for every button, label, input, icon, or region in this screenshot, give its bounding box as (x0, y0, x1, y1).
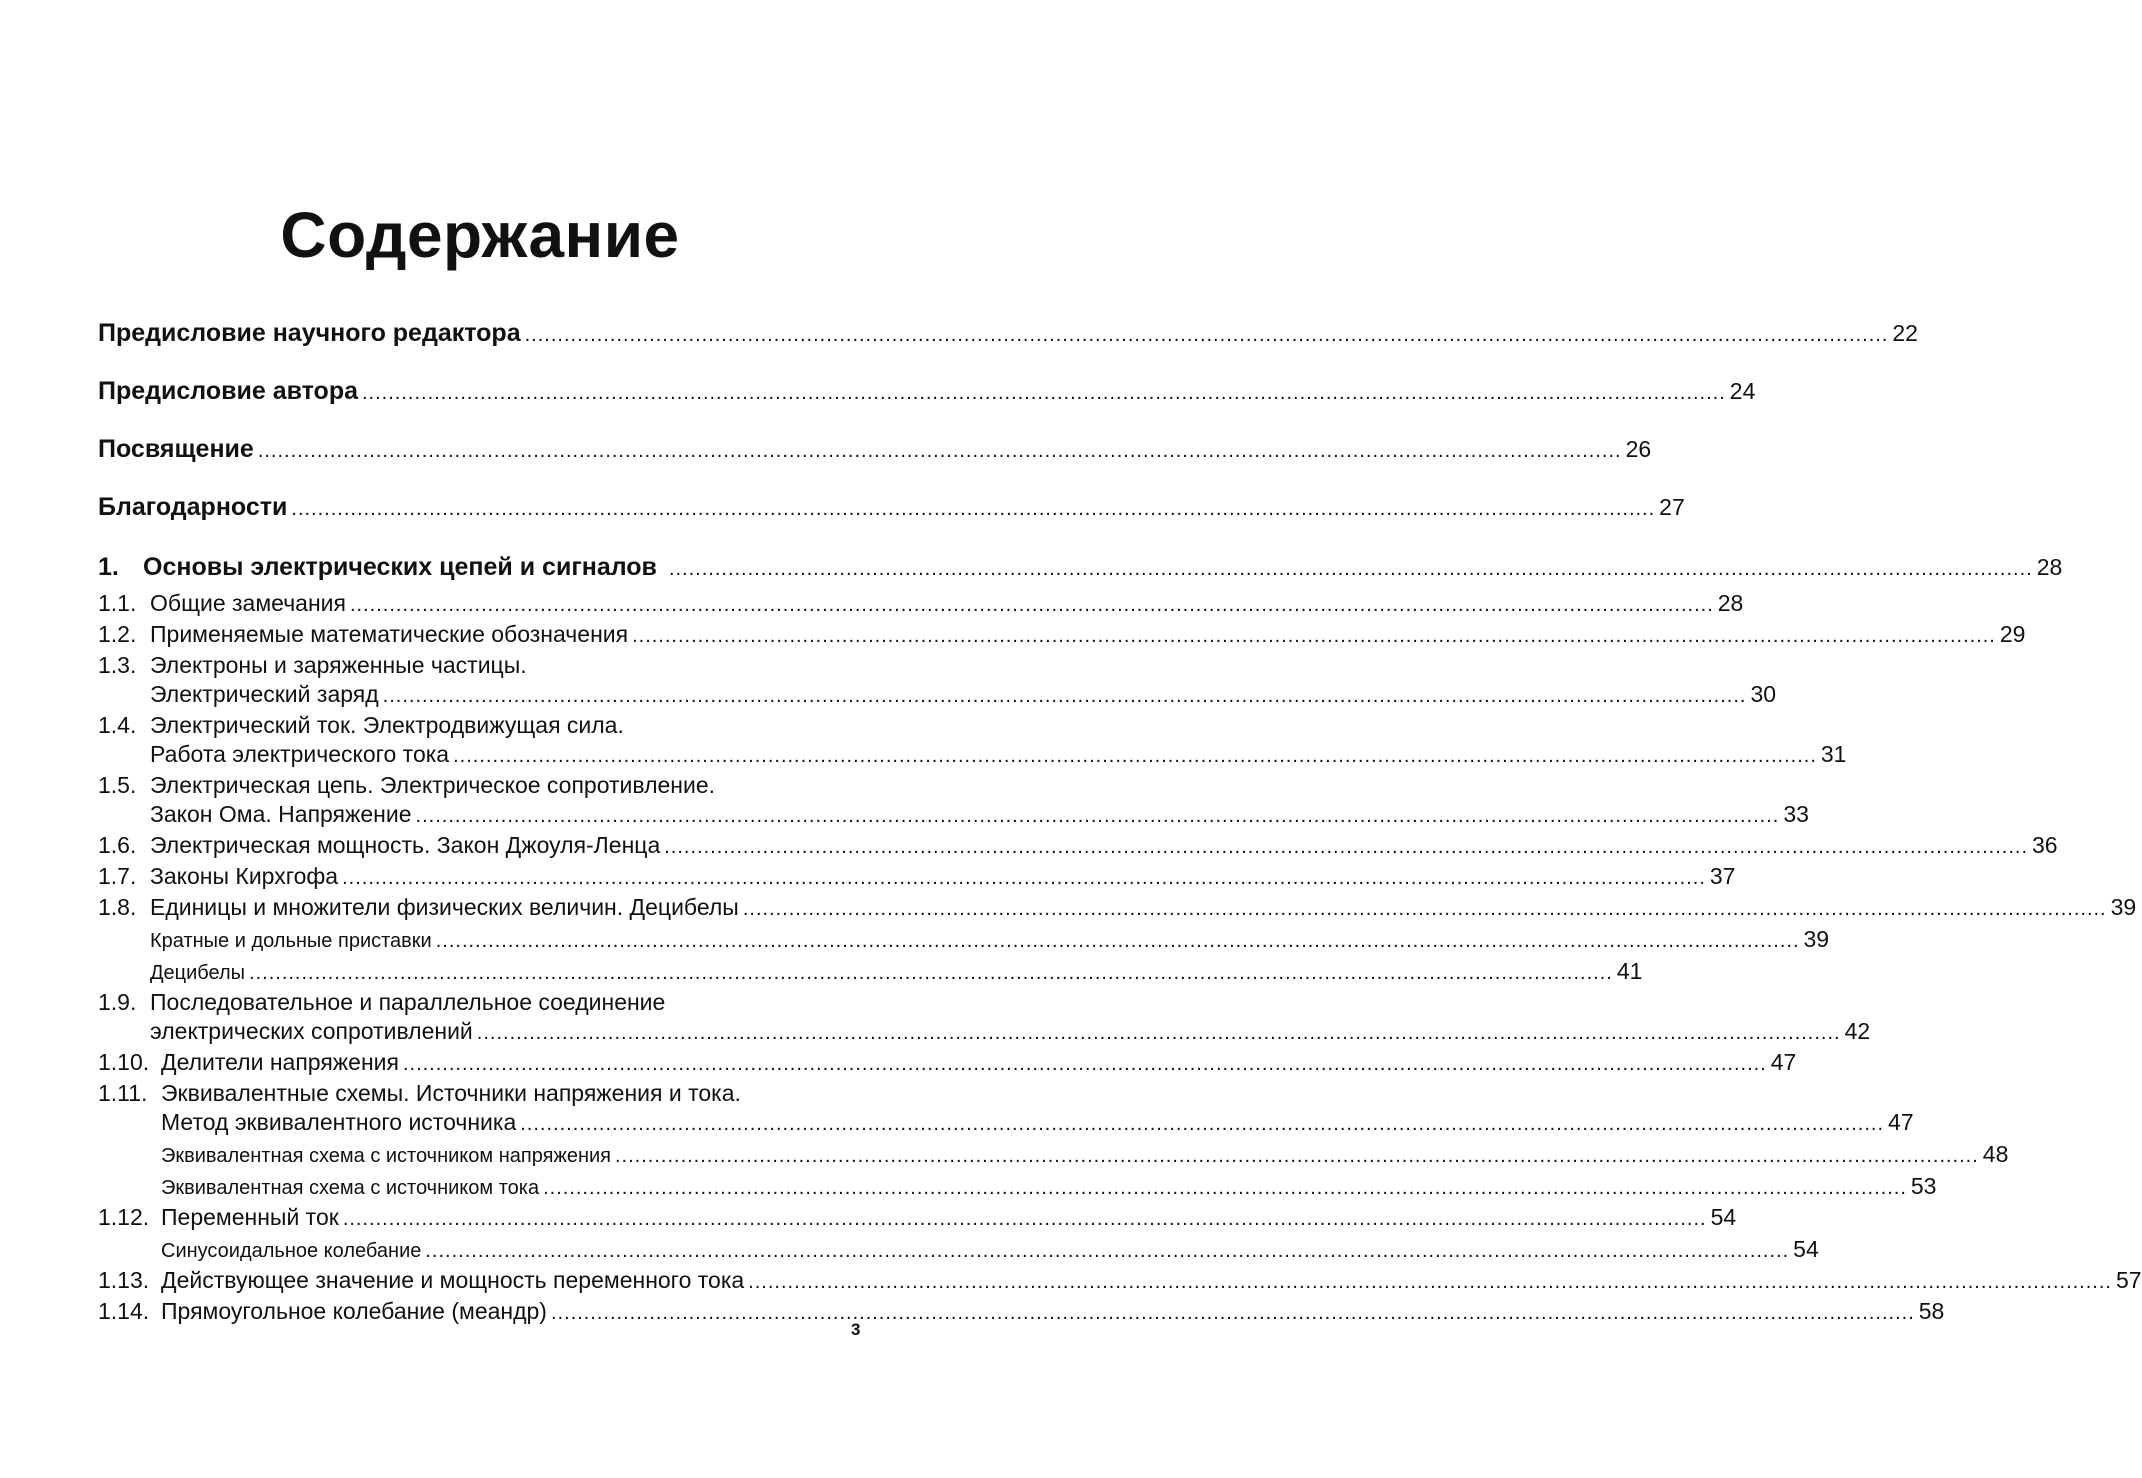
front-matter (98, 318, 1918, 552)
toc-entry-label: Единицы и множители физических величин. Децибелы (150, 894, 739, 920)
dot-leader (743, 895, 2107, 924)
toc-entry-section[interactable] (98, 988, 1871, 1048)
toc-entry-page: 22 (1892, 320, 1918, 346)
toc-entry-page: 42 (1844, 1018, 1871, 1044)
dot-leader (249, 958, 1613, 988)
toc-entry-front[interactable] (98, 376, 1756, 434)
toc-line (98, 1297, 1945, 1328)
toc-entry-page: 28 (2036, 554, 2063, 580)
toc-entry-label: Кратные и дольные приставки (150, 930, 432, 952)
toc-entry-section[interactable] (98, 651, 1777, 711)
toc-entry-front[interactable] (98, 434, 1652, 492)
toc-entry-label: Эквивалентные схемы. Источники напряжения и тока. (161, 1080, 741, 1106)
toc-entry-page: 27 (1659, 494, 1685, 520)
dot-leader (362, 378, 1726, 408)
toc-entry-section[interactable] (98, 831, 2058, 862)
toc-entry-page: 30 (1750, 681, 1777, 707)
toc-entry-label: Применяемые математические обозначения (150, 621, 629, 647)
toc-entry-label: Электрический ток. Электродвижущая сила. (150, 712, 624, 738)
dot-leader (291, 494, 1655, 524)
toc-entry-label: Прямоугольное колебание (меандр) (161, 1298, 547, 1324)
toc-entry-section[interactable] (98, 771, 1809, 831)
toc-entry-page: 36 (2032, 832, 2058, 858)
toc-line (98, 956, 1643, 988)
chapter-number: 1. (98, 553, 119, 581)
toc-entry-label: Эквивалентная схема с источником тока (161, 1177, 540, 1199)
toc-line (98, 1171, 1937, 1203)
toc-entry-front[interactable] (98, 492, 1685, 552)
toc-entry-label: Последовательное и параллельное соединение (150, 989, 666, 1015)
toc-entry-page: 47 (1770, 1049, 1797, 1075)
toc-entry-section[interactable] (98, 620, 2026, 651)
toc-entry-label: Основы электрических цепей и сигналов (143, 553, 657, 581)
section-number: 1.8. (98, 894, 137, 920)
table-of-contents (98, 318, 2142, 1328)
section-number: 1.11. (98, 1080, 148, 1106)
toc-line (98, 680, 1777, 711)
section-number: 1.5. (98, 772, 137, 798)
toc-line (98, 1234, 1819, 1266)
toc-entry-page: 39 (2110, 894, 2137, 920)
toc-line (98, 1017, 1871, 1048)
dot-leader (350, 591, 1714, 620)
toc-entry-label: Работа электрического тока (150, 741, 450, 767)
toc-entry-page: 24 (1729, 378, 1756, 404)
toc-entry-label: Электроны и заряженные частицы. (150, 652, 527, 678)
toc-entry-section[interactable] (98, 1048, 1797, 1079)
section-number: 1.7. (98, 863, 137, 889)
toc-line (98, 589, 1744, 620)
toc-entry-label: Метод эквивалентного источника (161, 1109, 517, 1135)
toc-entry-section[interactable] (98, 1266, 2142, 1297)
toc-entry-section[interactable] (98, 1297, 1945, 1328)
section-number: 1.14. (98, 1298, 150, 1324)
toc-entry-label: Предисловие автора (98, 377, 358, 405)
toc-entry-subsection[interactable] (98, 924, 1830, 956)
toc-line (98, 800, 1809, 831)
dot-leader (520, 1110, 1884, 1139)
toc-entry-section[interactable] (98, 589, 1744, 620)
toc-entry-label: Эквивалентная схема с источником напряжения (161, 1145, 611, 1167)
toc-entry-section[interactable] (98, 862, 1736, 893)
dot-leader (436, 926, 1800, 956)
toc-entry-page: 54 (1793, 1236, 1819, 1262)
toc-entry-page: 28 (1717, 590, 1744, 616)
section-number: 1.3. (98, 652, 137, 678)
toc-line (98, 831, 2058, 862)
toc-entry-section[interactable] (98, 1203, 1737, 1234)
toc-line (98, 1048, 1797, 1079)
toc-entry-section[interactable] (98, 1079, 1914, 1139)
dot-leader (383, 682, 1747, 711)
toc-line (98, 711, 863, 740)
toc-line (98, 771, 863, 800)
toc-entry-page: 48 (1982, 1141, 2009, 1167)
section-number: 1.10. (98, 1049, 150, 1075)
dot-leader (632, 622, 1996, 651)
toc-entry-label: Делители напряжения (161, 1049, 399, 1075)
toc-line (98, 740, 1847, 771)
dot-leader (343, 1205, 1707, 1234)
dot-leader (615, 1141, 1979, 1171)
dot-leader (551, 1299, 1915, 1328)
toc-line (98, 988, 863, 1017)
dot-leader (425, 1236, 1789, 1266)
toc-entry-page: 41 (1616, 958, 1643, 984)
toc-line (98, 1203, 1737, 1234)
toc-entry-label: Электрическая мощность. Закон Джоуля-Ленца (150, 832, 661, 858)
toc-entry-page: 31 (1820, 741, 1847, 767)
toc-entry-label: Предисловие научного редактора (98, 319, 521, 347)
toc-entry-label: Законы Кирхгофа (150, 863, 339, 889)
toc-entry-page: 58 (1918, 1298, 1945, 1324)
toc-line (98, 620, 2026, 651)
toc-entry-front[interactable] (98, 318, 1918, 376)
toc-entry-subsection[interactable] (98, 1171, 1937, 1203)
toc-line (98, 862, 1736, 893)
toc-entry-page: 39 (1803, 926, 1830, 952)
toc-entry-page: 33 (1783, 801, 1809, 827)
dot-leader (453, 742, 1817, 771)
dot-leader (669, 554, 2033, 584)
toc-entry-page: 47 (1888, 1109, 1914, 1135)
section-number: 1.4. (98, 712, 137, 738)
toc-entry-label: Закон Ома. Напряжение (150, 801, 412, 827)
page-number: 3 (851, 1320, 861, 1339)
toc-entry-label: Электрическая цепь. Электрическое сопротивление. (150, 772, 716, 798)
toc-entry-page: 54 (1710, 1204, 1737, 1230)
dot-leader (477, 1019, 1841, 1048)
toc-entry-page: 26 (1625, 436, 1652, 462)
toc-entry-label: Общие замечания (150, 590, 346, 616)
dot-leader (416, 802, 1780, 831)
toc-entry-page: 29 (1999, 621, 2026, 647)
toc-entry-page: 37 (1709, 863, 1736, 889)
dot-leader (664, 833, 2028, 862)
toc-entry-label: Переменный ток (161, 1204, 339, 1230)
toc-entry-label: Благодарности (98, 493, 288, 521)
toc-line (98, 1079, 863, 1108)
toc-line (98, 1108, 1914, 1139)
toc-line (98, 924, 1830, 956)
dot-leader (403, 1050, 1767, 1079)
section-number: 1.12. (98, 1204, 150, 1230)
toc-entry-subsection[interactable] (98, 956, 1643, 988)
toc-entry-chapter[interactable] (98, 552, 2063, 589)
toc-entry-section[interactable] (98, 893, 2137, 924)
toc-entry-section[interactable] (98, 711, 1847, 771)
toc-entry-label: Посвящение (98, 435, 254, 463)
toc-line (98, 1266, 2142, 1297)
section-number: 1.6. (98, 832, 137, 858)
section-number: 1.1. (98, 590, 137, 616)
dot-leader (543, 1173, 1907, 1203)
section-number: 1.9. (98, 989, 137, 1015)
toc-entry-label: электрических сопротивлений (150, 1018, 473, 1044)
toc-entry-page: 53 (1910, 1173, 1937, 1199)
toc-entry-subsection[interactable] (98, 1234, 1819, 1266)
dot-leader (258, 436, 1622, 466)
toc-entry-page: 57 (2115, 1267, 2142, 1293)
dot-leader (748, 1268, 2112, 1297)
toc-line (98, 1139, 2009, 1171)
section-number: 1.13. (98, 1267, 150, 1293)
toc-line (98, 651, 863, 680)
toc-line (98, 893, 2137, 924)
dot-leader (342, 864, 1706, 893)
section-list (98, 589, 2142, 1328)
section-number: 1.2. (98, 621, 137, 647)
page-title: Содержание (280, 199, 680, 271)
toc-entry-label: Децибелы (150, 962, 246, 984)
dot-leader (525, 320, 1889, 350)
toc-entry-subsection[interactable] (98, 1139, 2009, 1171)
toc-entry-label: Действующее значение и мощность переменного тока (161, 1267, 745, 1293)
toc-entry-label: Электрический заряд (150, 681, 379, 707)
toc-entry-label: Синусоидальное колебание (161, 1240, 422, 1262)
